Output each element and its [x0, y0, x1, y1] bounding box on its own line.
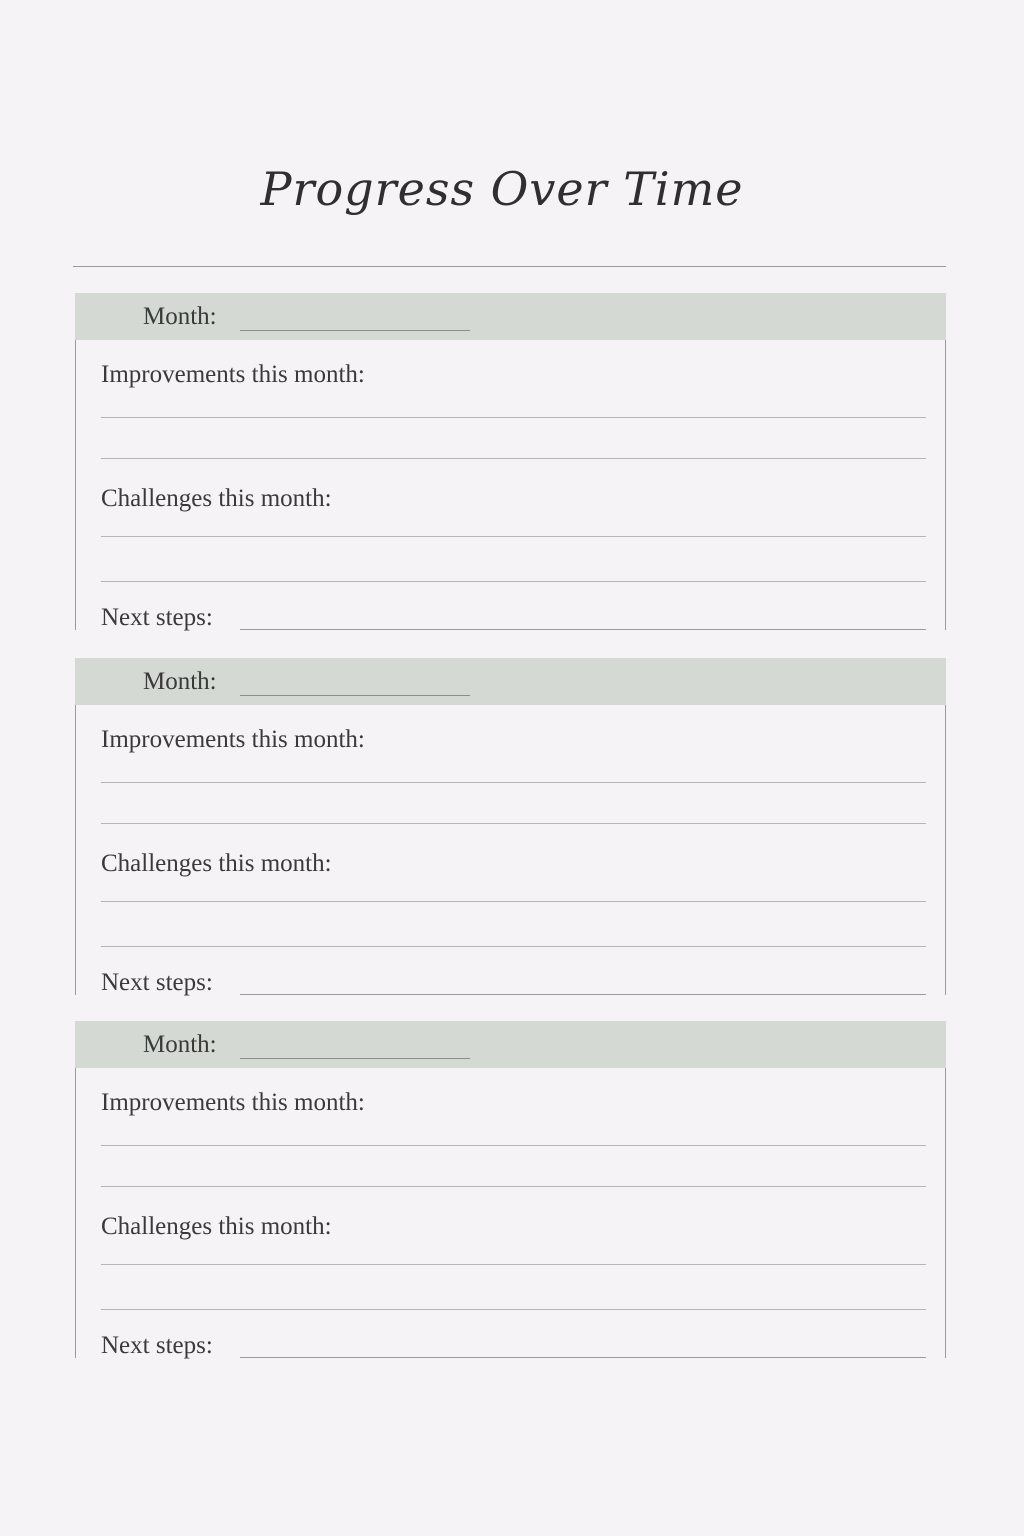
section-frame	[75, 1021, 946, 1358]
challenges-line-1[interactable]	[101, 901, 926, 902]
next-steps-label: Next steps:	[101, 1332, 213, 1359]
improvements-label: Improvements this month:	[101, 726, 365, 753]
challenges-line-2[interactable]	[101, 1309, 926, 1310]
improvements-line-1[interactable]	[101, 417, 926, 418]
section-frame	[75, 293, 946, 630]
month-label: Month:	[143, 1031, 217, 1058]
title-divider	[73, 266, 946, 267]
section-frame	[75, 658, 946, 995]
month-field[interactable]	[240, 695, 470, 696]
month-section	[75, 658, 946, 995]
challenges-line-1[interactable]	[101, 536, 926, 537]
month-field[interactable]	[240, 1058, 470, 1059]
improvements-line-1[interactable]	[101, 782, 926, 783]
next-steps-field[interactable]	[240, 994, 926, 995]
next-steps-field[interactable]	[240, 629, 926, 630]
challenges-label: Challenges this month:	[101, 1213, 332, 1240]
month-section	[75, 293, 946, 630]
month-label: Month:	[143, 303, 217, 330]
challenges-label: Challenges this month:	[101, 850, 332, 877]
challenges-label: Challenges this month:	[101, 485, 332, 512]
next-steps-label: Next steps:	[101, 604, 213, 631]
improvements-label: Improvements this month:	[101, 361, 365, 388]
next-steps-field[interactable]	[240, 1357, 926, 1358]
improvements-line-2[interactable]	[101, 1186, 926, 1187]
month-section	[75, 1021, 946, 1358]
improvements-line-2[interactable]	[101, 823, 926, 824]
improvements-line-1[interactable]	[101, 1145, 926, 1146]
month-field[interactable]	[240, 330, 470, 331]
improvements-label: Improvements this month:	[101, 1089, 365, 1116]
challenges-line-2[interactable]	[101, 946, 926, 947]
improvements-line-2[interactable]	[101, 458, 926, 459]
challenges-line-1[interactable]	[101, 1264, 926, 1265]
next-steps-label: Next steps:	[101, 969, 213, 996]
page-title: Progress Over Time	[260, 162, 744, 216]
month-label: Month:	[143, 668, 217, 695]
challenges-line-2[interactable]	[101, 581, 926, 582]
